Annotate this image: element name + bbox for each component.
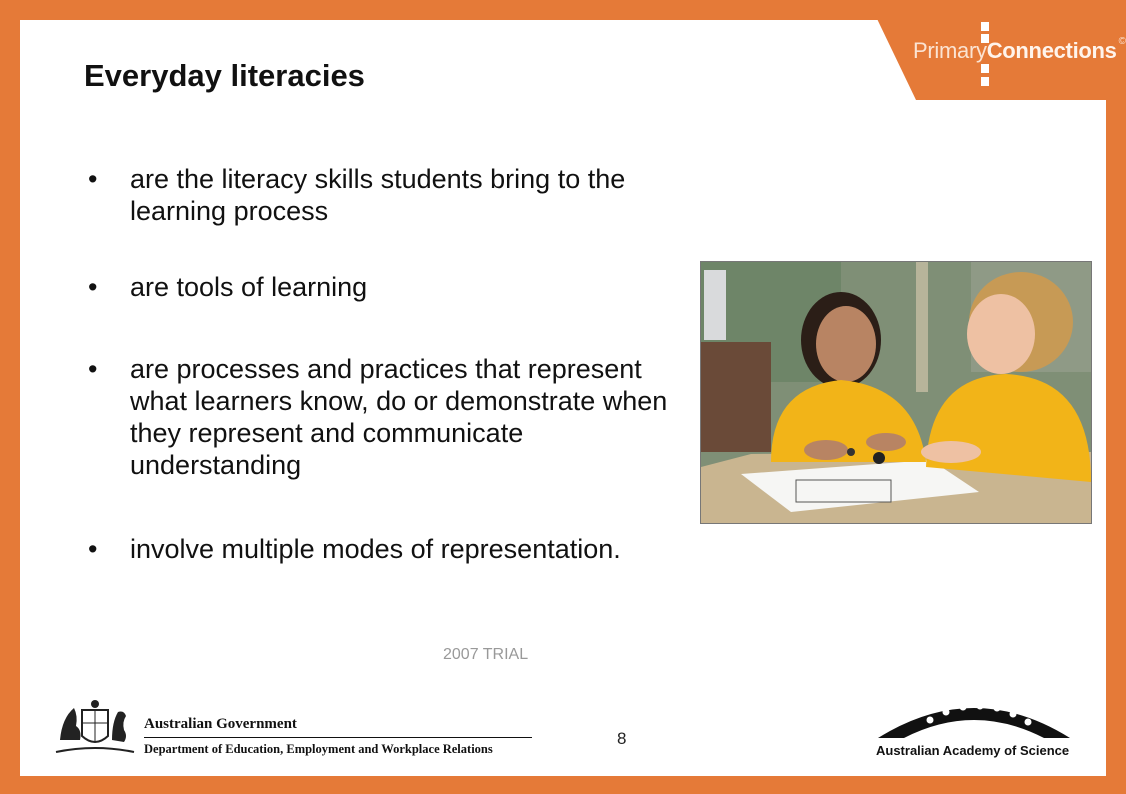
bullet-icon: • bbox=[88, 354, 98, 384]
page-number: 8 bbox=[617, 729, 627, 748]
bullet-item: • involve multiple modes of representation. bbox=[88, 534, 621, 564]
classroom-photo bbox=[700, 261, 1092, 524]
coat-of-arms-icon bbox=[52, 696, 138, 760]
bullet-item: • are tools of learning bbox=[88, 272, 368, 302]
academy-name: Australian Academy of Science bbox=[876, 743, 1070, 758]
bullet-item: • are the literacy skills students bring to the learning process bbox=[88, 164, 626, 226]
department-name: Department of Education, Employment and Workplace Relations bbox=[144, 742, 493, 756]
bullet-list bbox=[88, 163, 698, 565]
trial-label: 2007 TRIAL bbox=[443, 646, 529, 663]
brand-square-icon bbox=[981, 64, 989, 73]
bullet-icon: • bbox=[88, 164, 98, 194]
academy-dome-icon bbox=[874, 690, 1074, 740]
brand-square-icon bbox=[981, 77, 989, 86]
bullet-icon: • bbox=[88, 534, 98, 564]
brand-square-icon bbox=[981, 22, 989, 31]
government-name: Australian Government bbox=[144, 716, 297, 732]
brand-name: PrimaryConnections © bbox=[913, 36, 1126, 63]
bullet-icon: • bbox=[88, 272, 98, 302]
bullet-item: • are processes and practices that represent what learners know, do or demonstrate when they represent and communicate understanding bbox=[88, 354, 668, 480]
divider bbox=[144, 737, 532, 738]
slide-title: Everyday literacies bbox=[84, 58, 365, 93]
